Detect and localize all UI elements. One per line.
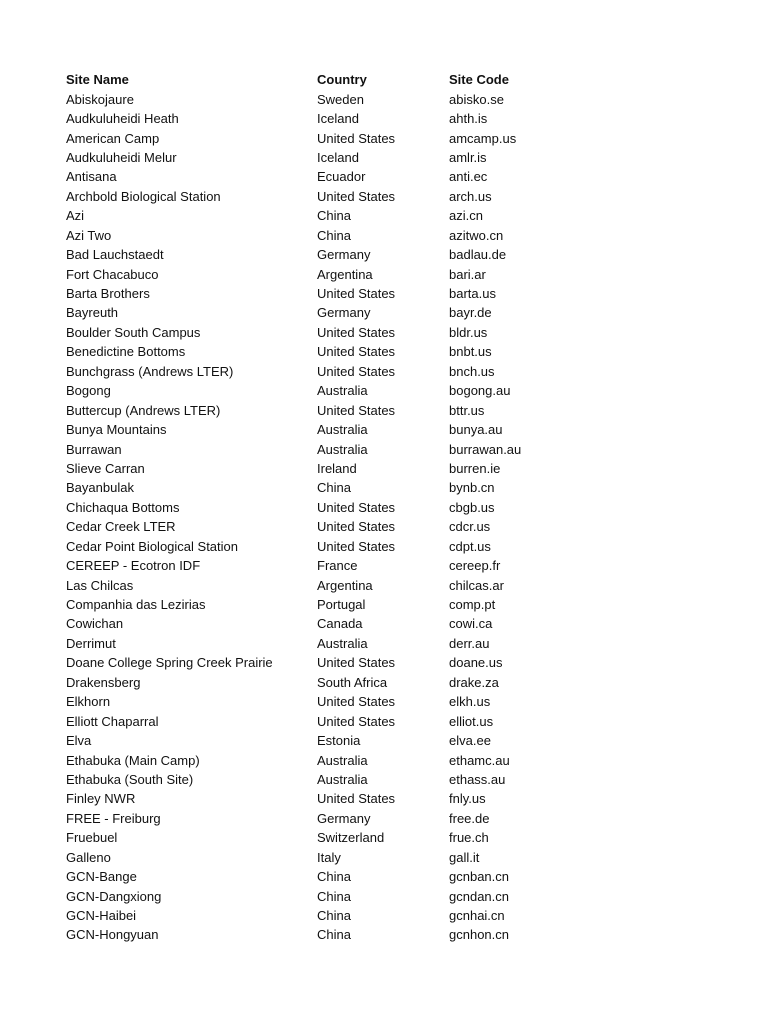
cell-country: United States [317, 538, 396, 554]
cell-site-code: derr.au [449, 635, 490, 651]
table-row [66, 478, 746, 497]
table-row [66, 226, 746, 245]
cell-site-name: Bunya Mountains [66, 422, 167, 438]
cell-site-code: gcndan.cn [449, 888, 509, 904]
table-row [66, 109, 746, 128]
cell-country: China [317, 869, 351, 885]
cell-site-name: GCN-Bange [66, 869, 137, 885]
cell-site-code: fnly.us [449, 791, 486, 807]
table-header-row [66, 70, 746, 89]
cell-site-name: Buttercup (Andrews LTER) [66, 402, 221, 418]
cell-site-code: azi.cn [449, 208, 483, 224]
cell-site-name: Bayanbulak [66, 480, 134, 496]
cell-site-name: Elliott Chaparral [66, 713, 159, 729]
cell-country: Ireland [317, 460, 357, 476]
table-row [66, 809, 746, 828]
cell-site-name: Bad Lauchstaedt [66, 247, 164, 263]
cell-country: United States [317, 791, 396, 807]
cell-site-code: bayr.de [449, 305, 492, 321]
cell-site-name: Chichaqua Bottoms [66, 499, 180, 515]
cell-site-code: bogong.au [449, 383, 511, 399]
cell-country: United States [317, 188, 396, 204]
cell-site-code: amcamp.us [449, 130, 517, 146]
cell-country: Australia [317, 752, 368, 768]
cell-country: Iceland [317, 149, 359, 165]
cell-site-name: Azi Two [66, 227, 112, 243]
cell-site-name: Ethabuka (Main Camp) [66, 752, 200, 768]
cell-country: Australia [317, 441, 368, 457]
table-row [66, 206, 746, 225]
cell-country: United States [317, 130, 396, 146]
table-row [66, 187, 746, 206]
cell-site-code: bttr.us [449, 402, 485, 418]
cell-site-code: cbgb.us [449, 499, 495, 515]
cell-country: Germany [317, 305, 371, 321]
cell-site-name: Cedar Creek LTER [66, 519, 176, 535]
table-row [66, 614, 746, 633]
cell-country: Argentina [317, 577, 373, 593]
cell-site-code: free.de [449, 810, 490, 826]
cell-country: Germany [317, 810, 371, 826]
table-row [66, 148, 746, 167]
cell-site-name: Cedar Point Biological Station [66, 538, 238, 554]
table-row [66, 537, 746, 556]
table-row [66, 673, 746, 692]
cell-site-code: comp.pt [449, 597, 496, 613]
cell-site-name: Drakensberg [66, 674, 141, 690]
cell-country: Portugal [317, 597, 366, 613]
cell-country: United States [317, 499, 396, 515]
header-site-code: Site Code [449, 72, 509, 88]
cell-site-name: Benedictine Bottoms [66, 344, 186, 360]
header-site-name: Site Name [66, 72, 129, 88]
cell-site-name: Azi [66, 208, 85, 224]
cell-country: United States [317, 694, 396, 710]
cell-site-name: Ethabuka (South Site) [66, 771, 194, 787]
cell-site-name: Audkuluheidi Melur [66, 149, 177, 165]
cell-site-code: amlr.is [449, 149, 487, 165]
cell-site-name: Slieve Carran [66, 460, 145, 476]
table-row [66, 711, 746, 730]
cell-site-code: gall.it [449, 849, 480, 865]
table-row [66, 362, 746, 381]
table-row [66, 381, 746, 400]
cell-country: China [317, 927, 351, 943]
table-row [66, 303, 746, 322]
table-row [66, 284, 746, 303]
cell-site-code: cereep.fr [449, 558, 501, 574]
table-row [66, 886, 746, 905]
cell-site-code: burrawan.au [449, 441, 522, 457]
cell-site-code: barta.us [449, 286, 496, 302]
cell-site-name: American Camp [66, 130, 160, 146]
cell-site-name: GCN-Haibei [66, 908, 137, 924]
table-row [66, 906, 746, 925]
table-row [66, 595, 746, 614]
table-row [66, 342, 746, 361]
cell-country: China [317, 208, 351, 224]
cell-country: Australia [317, 422, 368, 438]
cell-site-code: doane.us [449, 655, 503, 671]
cell-country: United States [317, 286, 396, 302]
cell-site-name: Galleno [66, 849, 111, 865]
cell-site-name: Derrimut [66, 635, 116, 651]
cell-site-name: GCN-Hongyuan [66, 927, 159, 943]
cell-country: United States [317, 713, 396, 729]
table-row [66, 498, 746, 517]
cell-site-name: Bayreuth [66, 305, 119, 321]
cell-site-name: FREE - Freiburg [66, 810, 161, 826]
table-row [66, 517, 746, 536]
table-row [66, 731, 746, 750]
table-row [66, 770, 746, 789]
cell-site-code: ethamc.au [449, 752, 510, 768]
table-row [66, 653, 746, 672]
cell-site-name: Cowichan [66, 616, 124, 632]
table-row [66, 848, 746, 867]
cell-site-name: Burrawan [66, 441, 122, 457]
cell-site-code: ahth.is [449, 111, 488, 127]
cell-site-name: Doane College Spring Creek Prairie [66, 655, 273, 671]
cell-site-code: gcnhai.cn [449, 908, 505, 924]
table-row [66, 750, 746, 769]
table-row [66, 89, 746, 108]
cell-site-code: burren.ie [449, 460, 501, 476]
cell-site-name: Companhia das Lezirias [66, 597, 206, 613]
cell-country: Estonia [317, 733, 361, 749]
cell-country: Argentina [317, 266, 373, 282]
cell-site-code: azitwo.cn [449, 227, 504, 243]
table-row [66, 556, 746, 575]
cell-site-name: GCN-Dangxiong [66, 888, 162, 904]
cell-country: Germany [317, 247, 371, 263]
cell-country: Australia [317, 771, 368, 787]
cell-site-name: Fort Chacabuco [66, 266, 159, 282]
header-country: Country [317, 72, 367, 88]
cell-country: United States [317, 363, 396, 379]
cell-country: China [317, 480, 351, 496]
table-row [66, 692, 746, 711]
cell-site-code: bari.ar [449, 266, 486, 282]
cell-country: China [317, 227, 351, 243]
cell-site-name: Fruebuel [66, 830, 118, 846]
cell-site-code: cdcr.us [449, 519, 491, 535]
cell-site-code: anti.ec [449, 169, 488, 185]
cell-country: Ecuador [317, 169, 366, 185]
cell-site-name: Finley NWR [66, 791, 136, 807]
site-table [66, 70, 746, 945]
table-row [66, 245, 746, 264]
table-row [66, 789, 746, 808]
cell-site-code: elliot.us [449, 713, 494, 729]
cell-site-code: elva.ee [449, 733, 491, 749]
cell-site-name: Boulder South Campus [66, 324, 201, 340]
cell-site-code: cdpt.us [449, 538, 491, 554]
cell-country: South Africa [317, 674, 388, 690]
cell-site-code: arch.us [449, 188, 492, 204]
cell-site-name: Bunchgrass (Andrews LTER) [66, 363, 234, 379]
cell-site-name: Elkhorn [66, 694, 111, 710]
table-row [66, 867, 746, 886]
cell-site-name: Barta Brothers [66, 286, 150, 302]
cell-site-code: chilcas.ar [449, 577, 504, 593]
cell-site-name: Archbold Biological Station [66, 188, 221, 204]
cell-country: Canada [317, 616, 363, 632]
cell-site-code: ethass.au [449, 771, 506, 787]
cell-site-code: cowi.ca [449, 616, 493, 632]
cell-site-name: Bogong [66, 383, 111, 399]
cell-site-name: CEREEP - Ecotron IDF [66, 558, 201, 574]
cell-country: Iceland [317, 111, 359, 127]
table-row [66, 264, 746, 283]
cell-site-name: Las Chilcas [66, 577, 134, 593]
cell-country: United States [317, 655, 396, 671]
table-row [66, 167, 746, 186]
table-row [66, 575, 746, 594]
cell-site-name: Elva [66, 733, 92, 749]
cell-site-code: gcnhon.cn [449, 927, 509, 943]
cell-country: United States [317, 402, 396, 418]
cell-country: Italy [317, 849, 341, 865]
cell-country: Australia [317, 383, 368, 399]
table-row [66, 925, 746, 944]
cell-country: Australia [317, 635, 368, 651]
cell-country: China [317, 888, 351, 904]
table-row [66, 420, 746, 439]
cell-site-code: elkh.us [449, 694, 491, 710]
cell-site-code: bldr.us [449, 324, 488, 340]
cell-site-code: bynb.cn [449, 480, 495, 496]
cell-site-code: bunya.au [449, 422, 503, 438]
cell-country: China [317, 908, 351, 924]
cell-country: Sweden [317, 91, 364, 107]
table-row [66, 323, 746, 342]
table-row [66, 439, 746, 458]
table-row [66, 128, 746, 147]
cell-site-name: Antisana [66, 169, 117, 185]
cell-site-code: abisko.se [449, 91, 504, 107]
cell-site-code: drake.za [449, 674, 499, 690]
cell-country: United States [317, 519, 396, 535]
cell-site-code: frue.ch [449, 830, 489, 846]
table-row [66, 634, 746, 653]
cell-site-code: bnbt.us [449, 344, 492, 360]
cell-site-code: badlau.de [449, 247, 507, 263]
cell-country: France [317, 558, 358, 574]
cell-country: United States [317, 324, 396, 340]
cell-site-code: gcnban.cn [449, 869, 509, 885]
cell-country: United States [317, 344, 396, 360]
table-row [66, 400, 746, 419]
table-body [66, 89, 746, 944]
table-row [66, 828, 746, 847]
table-row [66, 459, 746, 478]
cell-site-name: Abiskojaure [66, 91, 134, 107]
cell-country: Switzerland [317, 830, 385, 846]
cell-site-name: Audkuluheidi Heath [66, 111, 179, 127]
cell-site-code: bnch.us [449, 363, 495, 379]
